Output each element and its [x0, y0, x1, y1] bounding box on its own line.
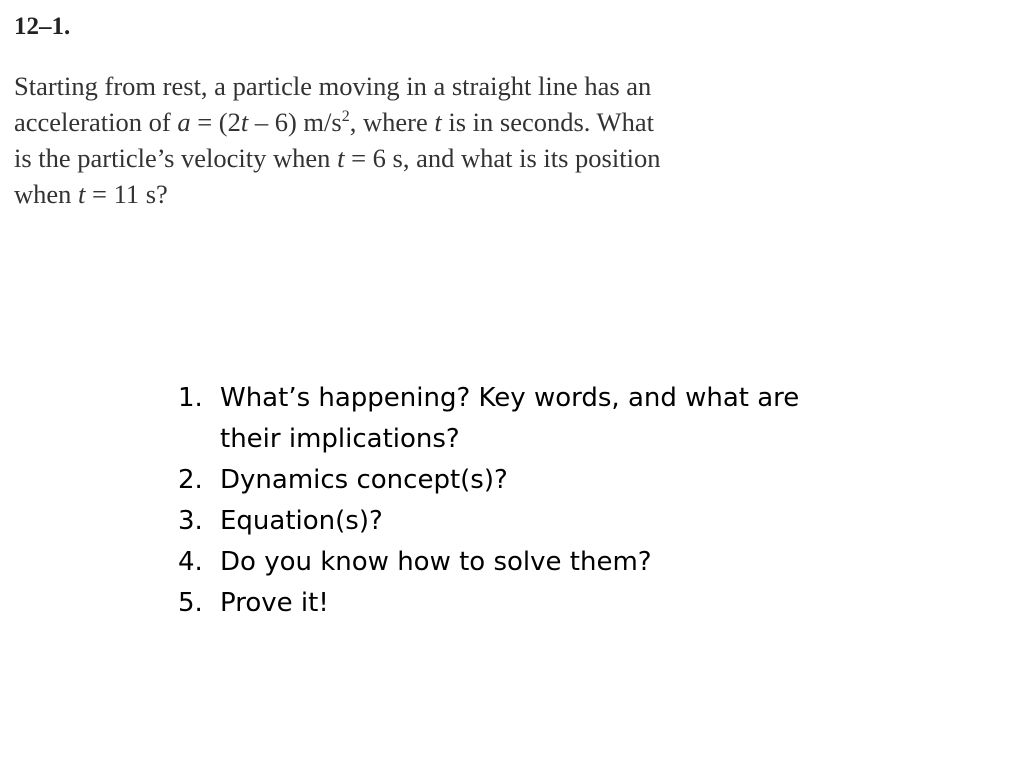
list-number: 3. [178, 506, 203, 536]
list-number: 1. [178, 383, 203, 413]
list-text: Prove it! [220, 588, 329, 618]
list-item [178, 501, 818, 542]
problem-line-4 [14, 176, 804, 212]
text-segment: acceleration of [14, 107, 178, 137]
variable-a: a [177, 107, 191, 137]
list-number: 2. [178, 465, 203, 495]
list-number: 4. [178, 547, 203, 577]
text-segment: = (2 [190, 107, 241, 137]
text-segment: is the particle’s velocity when [14, 143, 338, 173]
text-segment: = 6 s, and what is its position [344, 143, 661, 173]
variable-t: t [434, 107, 442, 137]
text-segment: , where [349, 107, 435, 137]
text-segment: = 11 s? [85, 179, 168, 209]
text-segment: when [14, 179, 79, 209]
list-item [178, 378, 818, 460]
list-text: Equation(s)? [220, 506, 383, 536]
problem-statement [14, 68, 804, 212]
problem-number: 12–1. [14, 13, 71, 40]
exponent: 2 [341, 108, 350, 125]
text-segment: is in seconds. What [441, 107, 654, 137]
variable-t: t [78, 179, 86, 209]
variable-t: t [240, 107, 249, 137]
list-text: Do you know how to solve them? [220, 547, 652, 577]
problem-line-1: Starting from rest, a particle moving in a straight line has an [14, 71, 652, 101]
list-item [178, 460, 818, 501]
text-segment: – 6) m/s [248, 107, 342, 137]
steps-list [178, 378, 818, 624]
list-text: What’s happening? Key words, and what are their implications? [220, 383, 800, 454]
problem-line-3 [14, 140, 804, 176]
list-item [178, 583, 818, 624]
list-item [178, 542, 818, 583]
list-text: Dynamics concept(s)? [220, 465, 508, 495]
variable-t: t [337, 143, 345, 173]
problem-line-2 [14, 104, 804, 140]
list-number: 5. [178, 588, 203, 618]
